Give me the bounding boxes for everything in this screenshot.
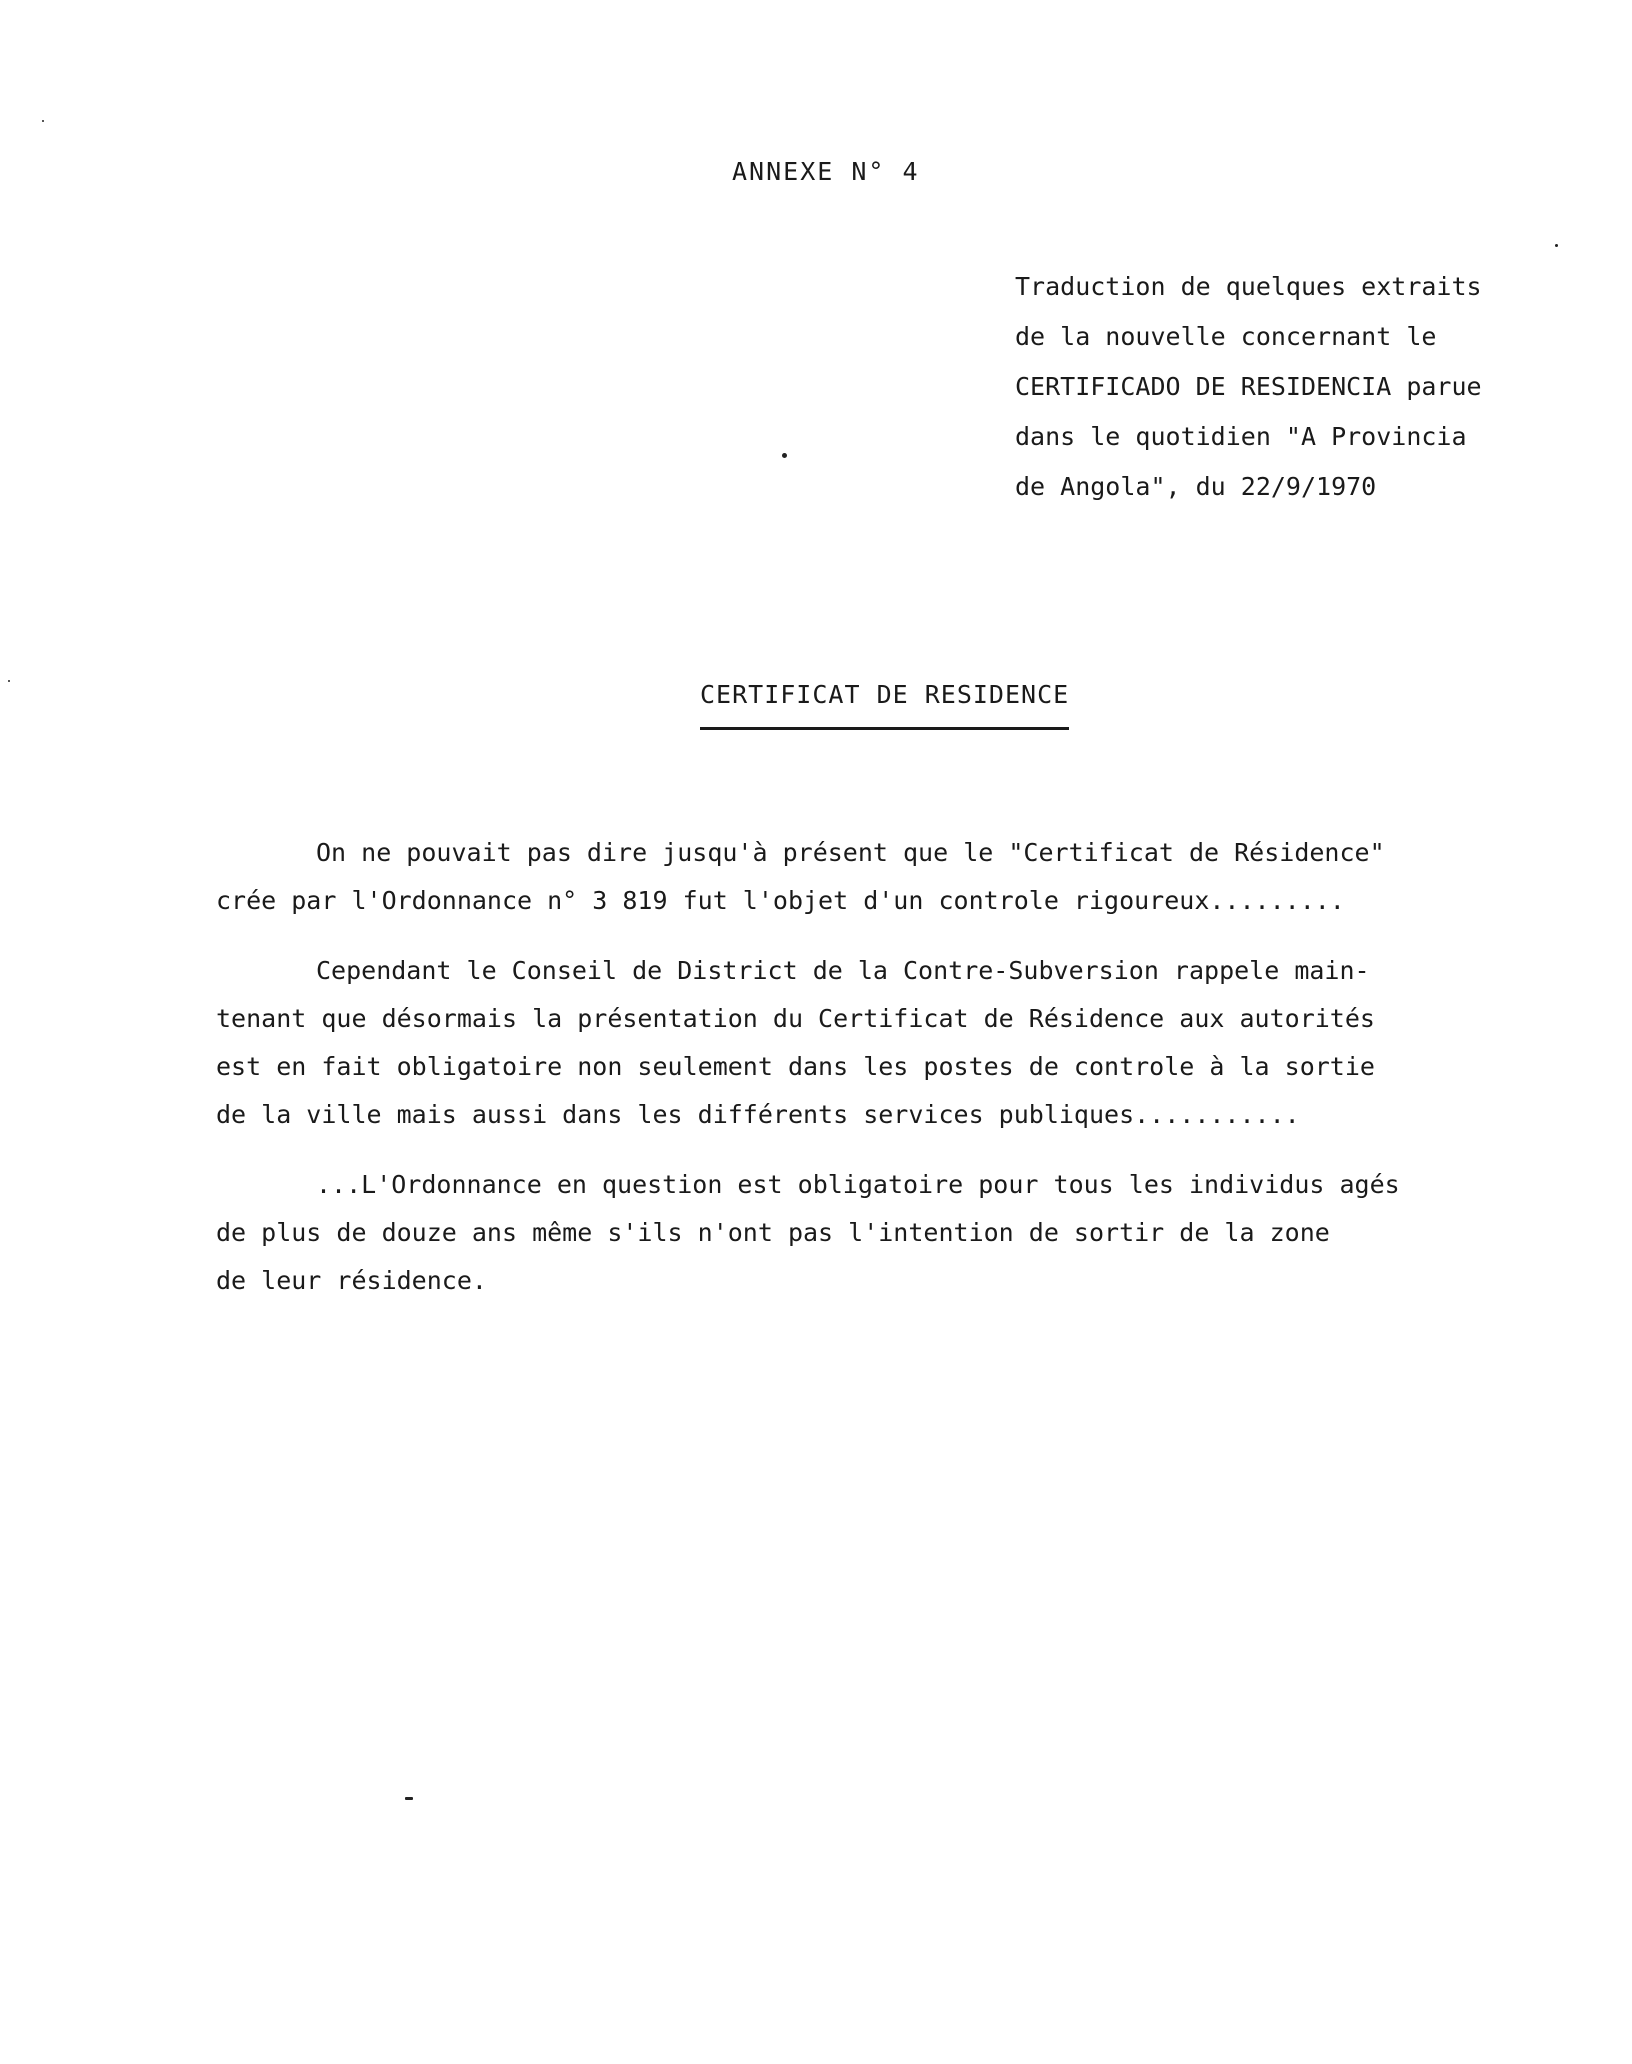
intro-line: de Angola", du 22/9/1970 [1015, 472, 1377, 501]
paragraph-line: Cependant le Conseil de District de la Contre-Subversion rappele main- [316, 956, 1370, 985]
annex-title: ANNEXE N° 4 [732, 157, 920, 186]
section-heading: CERTIFICAT DE RESIDENCE [700, 680, 1069, 730]
paragraph-line: tenant que désormais la présentation du Certificat de Résidence aux autorités [216, 1004, 1375, 1033]
body-text [216, 829, 1516, 1327]
scan-speck [8, 680, 10, 682]
paragraph [216, 947, 1516, 1139]
paragraph-line: On ne pouvait pas dire jusqu'à présent que le "Certificat de Résidence" [316, 838, 1385, 867]
scan-speck [405, 1797, 413, 1800]
paragraph-line: ...L'Ordonnance en question est obligatoire pour tous les individus agés [316, 1170, 1400, 1199]
scan-speck [42, 120, 44, 122]
paragraph-line: de plus de douze ans même s'ils n'ont pas l'intention de sortir de la zone [216, 1218, 1330, 1247]
paragraph-line: de la ville mais aussi dans les différents services publiques........... [216, 1100, 1300, 1129]
intro-line: dans le quotidien "A Provincia [1015, 422, 1467, 451]
intro-line: CERTIFICADO DE RESIDENCIA parue [1015, 372, 1482, 401]
scan-speck [1555, 244, 1558, 247]
paragraph-line: crée par l'Ordonnance n° 3 819 fut l'objet d'un controle rigoureux......... [216, 886, 1345, 915]
paragraph-line: est en fait obligatoire non seulement dans les postes de controle à la sortie [216, 1052, 1375, 1081]
intro-line: Traduction de quelques extraits [1015, 272, 1482, 301]
paragraph [216, 1161, 1516, 1305]
paragraph-line: de leur résidence. [216, 1266, 487, 1295]
paragraph [216, 829, 1516, 925]
intro-line: de la nouvelle concernant le [1015, 322, 1437, 351]
intro-note [1015, 262, 1575, 512]
scan-speck [782, 453, 787, 458]
